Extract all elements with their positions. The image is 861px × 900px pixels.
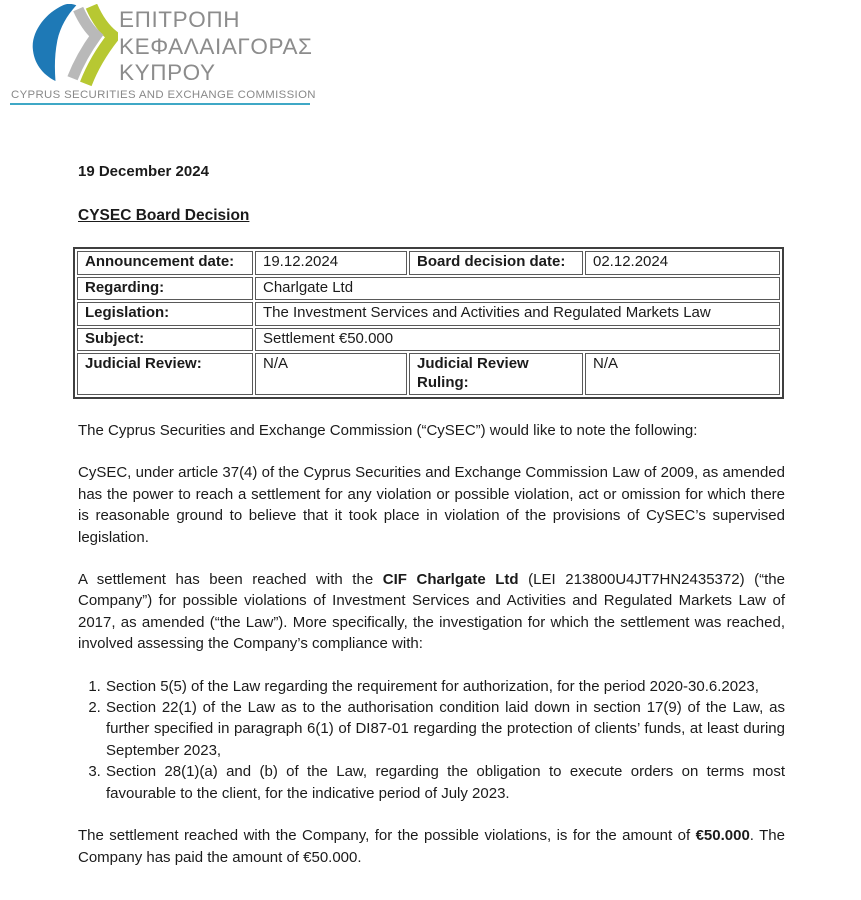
table-row [77, 328, 780, 352]
legislation-label: Legislation: [77, 302, 253, 326]
logo-underline [10, 103, 310, 105]
settlement-reached-pre: A settlement has been reached with the [78, 571, 383, 589]
board-decision-date-value: 02.12.2024 [585, 251, 780, 275]
logo-greek-line: ΚΕΦΑΛΑΙΑΓΟΡΑΣ [119, 33, 313, 59]
paragraph-settlement-reached [78, 569, 785, 655]
regarding-label: Regarding: [77, 277, 253, 301]
settlement-amount-bold: €50.000 [695, 827, 750, 845]
judicial-review-ruling-label: Judicial Review Ruling: [409, 353, 583, 395]
paragraph-intro: The Cyprus Securities and Exchange Commission (“CySEC”) would like to note the following: [78, 422, 698, 439]
regarding-value: Charlgate Ltd [255, 277, 780, 301]
paragraph-settlement-power: CySEC, under article 37(4) of the Cyprus Securities and Exchange Commission Law of 2009, as amended has the power to reach a settlement for any violation or possible violation, act or omission for which there is reasonable ground to believe that it took place in violation of the provisions of CySEC’s supervised legislation. [78, 464, 785, 546]
logo-greek-line: ΚΥΠΡΟΥ [119, 60, 216, 85]
subject-label: Subject: [77, 328, 253, 352]
logo-blue-sail [33, 4, 77, 81]
board-decision-date-label: Board decision date: [409, 251, 583, 275]
document-content [78, 163, 785, 868]
company-name-bold: CIF Charlgate Ltd [382, 571, 519, 589]
judicial-review-label: Judicial Review: [77, 353, 253, 395]
list-item: 2. Section 22(1) of the Law as to the authorisation condition laid down in section 17(9) of the Law, as further specified in paragraph 6(1) of DI87-01 regarding the protection of clients’ funds, at least during September 2023, [105, 697, 785, 761]
legislation-value: The Investment Services and Activities and Regulated Markets Law [255, 302, 780, 326]
settlement-reached-post: (LEI 213800U4JT7HN2435372) (“the Company”) for possible violations of Investment Services and Activities and Regulated Markets Law of 2017, as amended (“the Law”). More specifically, the investigation for which the settlement was reached, involved assessing the Company’s compliance with: [78, 571, 785, 653]
paragraph-settlement-amount [78, 825, 785, 868]
cysec-logo-mark-icon [28, 4, 118, 88]
cysec-logo [0, 0, 360, 110]
table-row [77, 277, 780, 301]
document-date: 19 December 2024 [78, 163, 209, 180]
subject-value: Settlement €50.000 [255, 328, 780, 352]
violations-list [78, 676, 785, 804]
table-row [77, 302, 780, 326]
judicial-review-ruling-value: N/A [585, 353, 780, 395]
settlement-amount-pre: The settlement reached with the Company, for the possible violations, is for the amount of [78, 827, 696, 845]
announcement-date-label: Announcement date: [77, 251, 253, 275]
judicial-review-value: N/A [255, 353, 407, 395]
logo-english-caption: CYPRUS SECURITIES AND EXCHANGE COMMISSION [11, 89, 316, 101]
decision-summary-table [73, 247, 784, 399]
announcement-date-value: 19.12.2024 [255, 251, 407, 275]
logo-greek-line: ΕΠΙΤΡΟΠΗ [119, 7, 241, 32]
list-item: 1. Section 5(5) of the Law regarding the requirement for authorization, for the period 2020-30.6.2023, [105, 676, 785, 697]
list-item: 3. Section 28(1)(a) and (b) of the Law, regarding the obligation to execute orders on terms most favourable to the client, for the indicative period of July 2023. [105, 761, 785, 804]
table-row [77, 353, 780, 395]
settlement-amount-post: . The Company has paid the amount of €50.000. [78, 827, 785, 866]
table-row [77, 251, 780, 275]
logo-greek-text [119, 7, 313, 87]
document-title: CYSEC Board Decision [78, 207, 250, 224]
